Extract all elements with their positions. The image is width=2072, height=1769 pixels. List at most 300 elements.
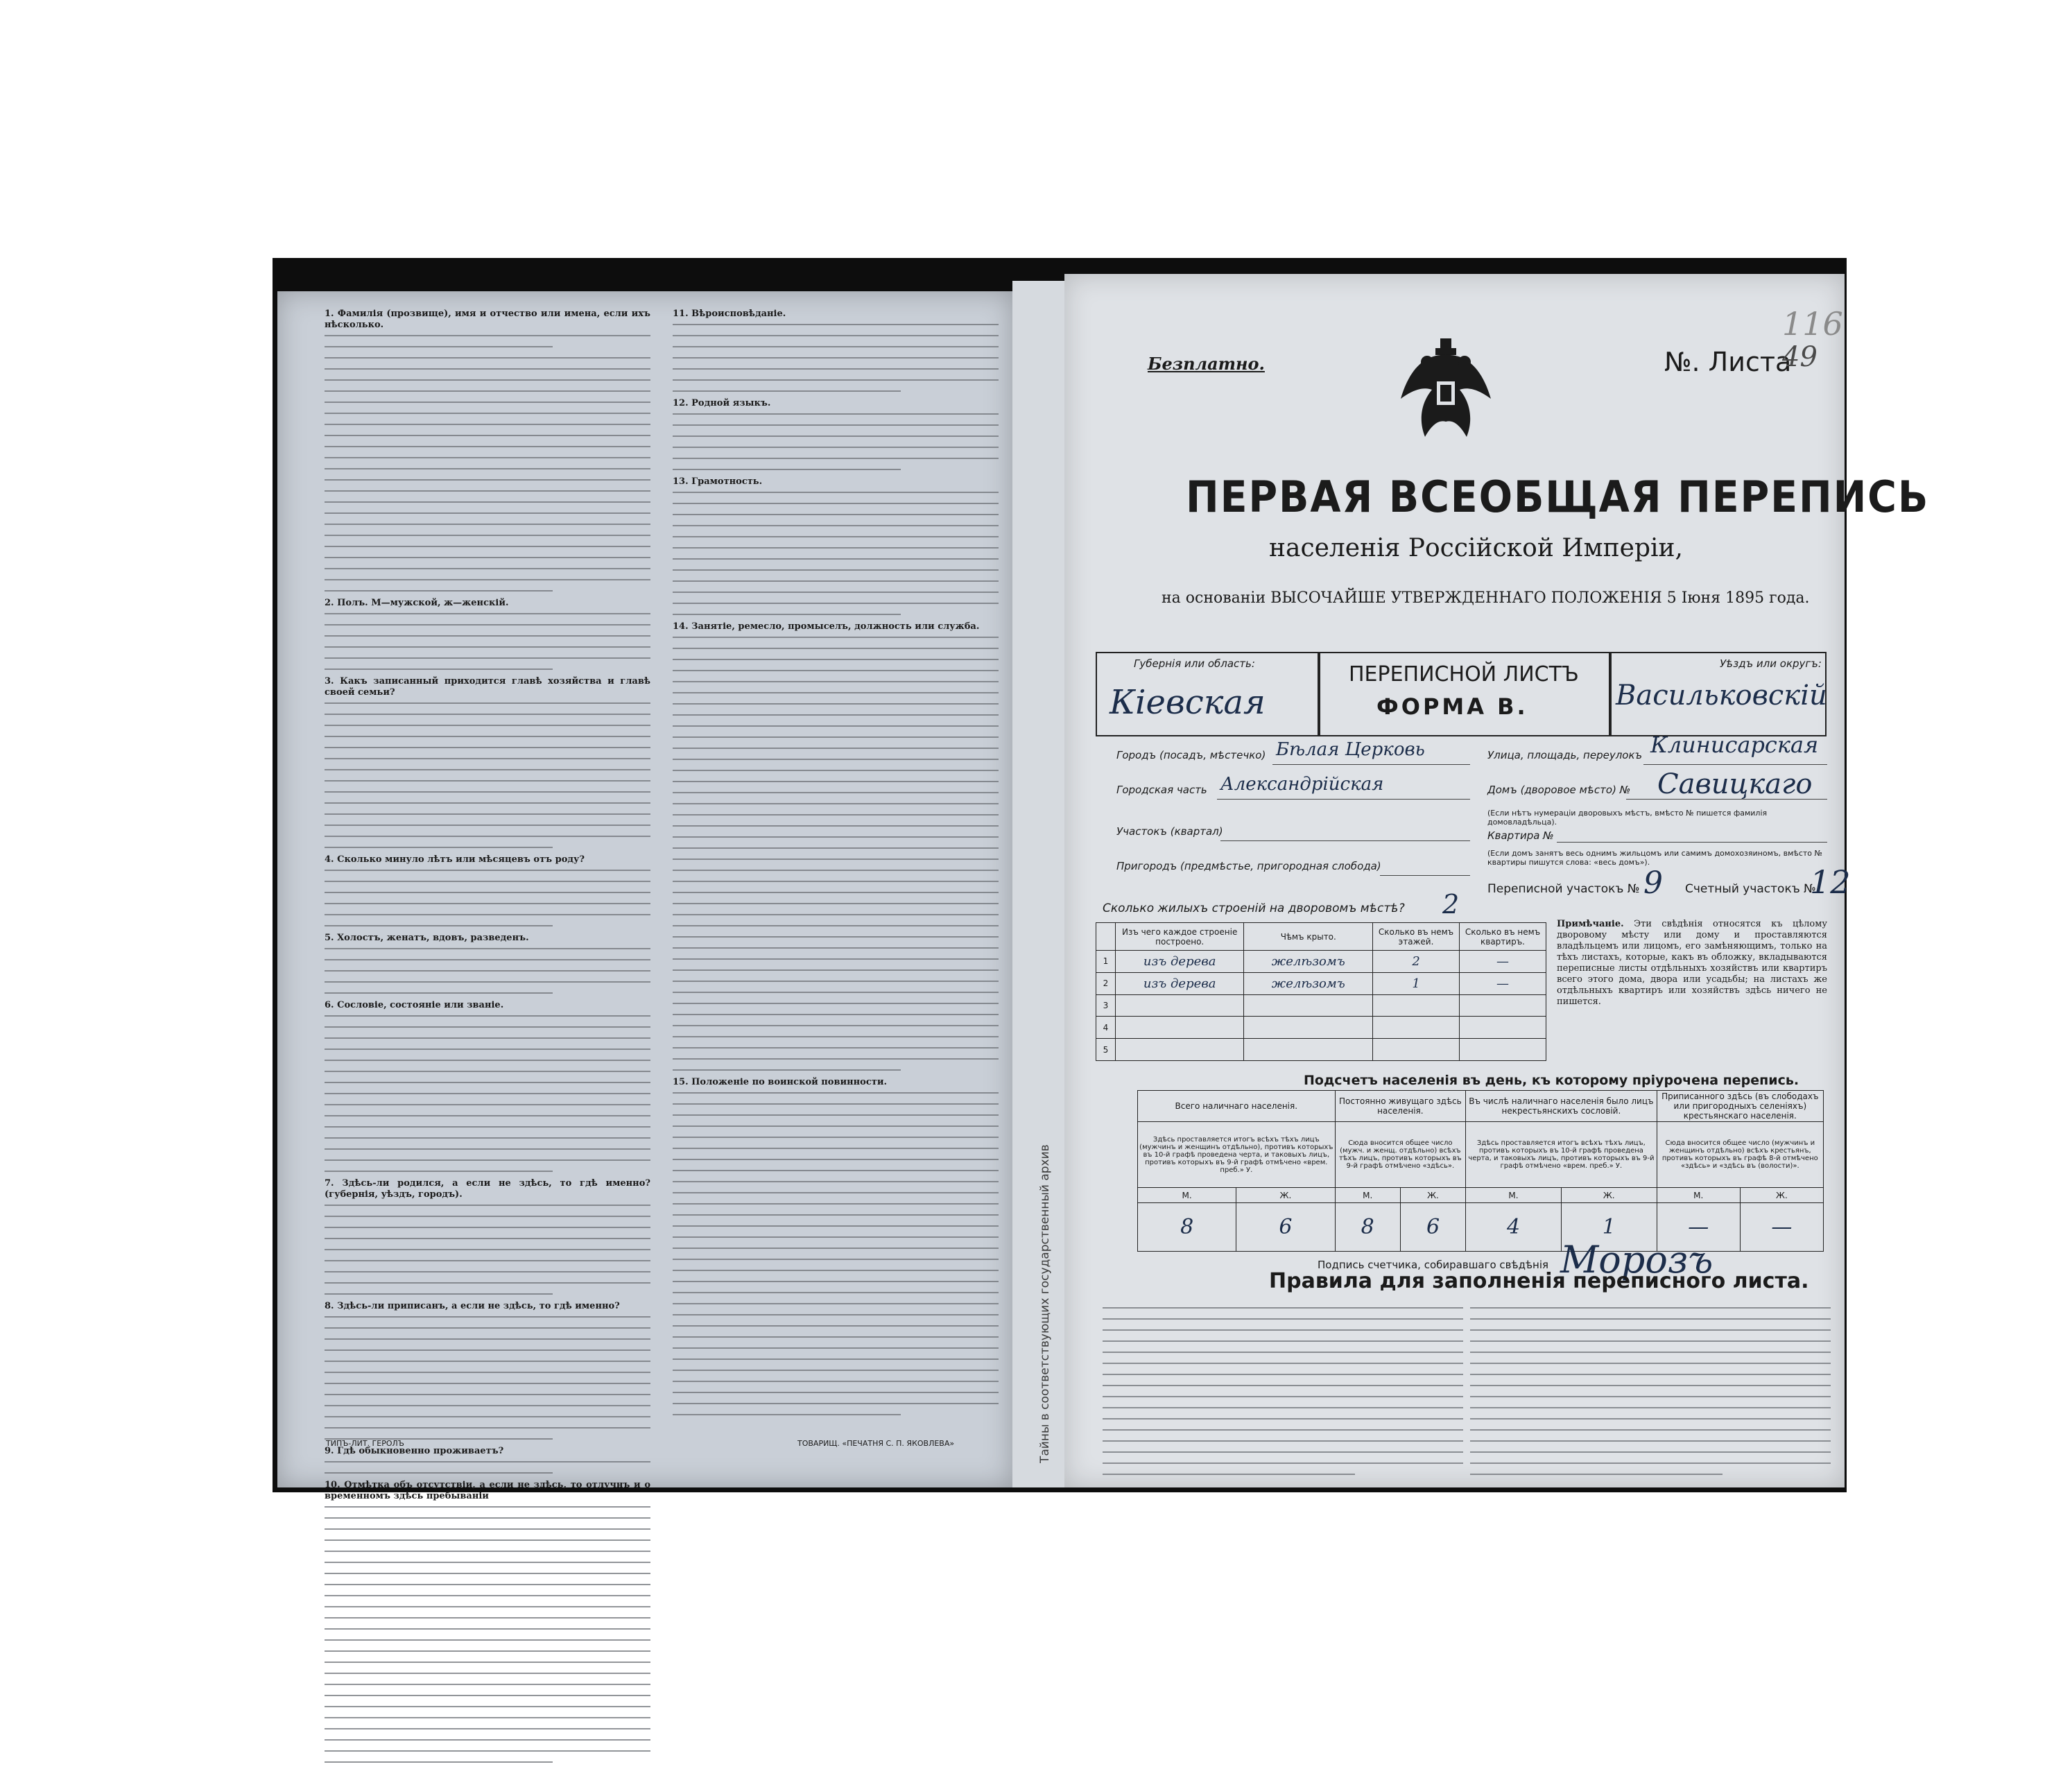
- instruction-text-line: [673, 435, 999, 443]
- buildings-cell-apts: [1460, 994, 1546, 1017]
- perepis-label: Переписной участокъ №: [1487, 882, 1640, 896]
- instruction-text-line: [673, 947, 999, 955]
- printer-footer-left: ТИПЪ-ЛИТ. ГЕРОЛЪ: [326, 1439, 404, 1448]
- buildings-cell-material: изъ дерева: [1115, 951, 1244, 973]
- buildings-cell-material: изъ дерева: [1115, 972, 1244, 994]
- instruction-text-line: [673, 1381, 999, 1388]
- instruction-text-line: [325, 1327, 650, 1335]
- instruction-text-line: [673, 1281, 999, 1288]
- instruction-text-line: [325, 714, 650, 721]
- buildings-cell-floors: [1373, 994, 1460, 1017]
- census-subtitle: населенія Россійской Имперіи,: [1269, 534, 1683, 562]
- instruction-text-line: [673, 803, 999, 811]
- instruction-text-line: [325, 1126, 650, 1134]
- buildings-cell-n: 3: [1096, 994, 1116, 1017]
- instruction-text-line: [673, 825, 999, 833]
- signature-value: Морозъ: [1560, 1238, 1713, 1282]
- instruction-text-line: [325, 1349, 650, 1357]
- population-mf-cell: Ж.: [1561, 1188, 1657, 1203]
- instruction-text-line: [673, 692, 999, 700]
- instruction-text-line: [673, 335, 999, 343]
- population-mf-cell: М.: [1466, 1188, 1562, 1203]
- rules-text-line: [1103, 1418, 1463, 1426]
- instruction-text-line: [673, 925, 999, 933]
- instruction-text-line: [325, 435, 650, 442]
- instruction-text-line: [673, 1069, 901, 1077]
- rules-text-line: [1470, 1385, 1831, 1392]
- instruction-heading-h7: 7. Здѣсь-ли родился, а если не здѣсь, то гдѣ именно? (губернія, уѣздъ, городъ).: [325, 1178, 650, 1200]
- instruction-text-line: [673, 603, 999, 610]
- instruction-text-line: [673, 681, 999, 689]
- pop-header-0: Всего наличнаго населенія.: [1138, 1091, 1336, 1122]
- instruction-text-line: [325, 1216, 650, 1223]
- buildings-cell-floors: 2: [1373, 951, 1460, 973]
- instruction-text-line: [325, 1606, 650, 1614]
- instruction-text-line: [325, 914, 650, 922]
- instruction-text-line: [673, 1192, 999, 1200]
- instruction-text-line: [325, 490, 650, 498]
- buildings-cell-roof: желѣзомъ: [1244, 972, 1373, 994]
- instruction-text-line: [673, 1047, 999, 1055]
- instruction-text-line: [325, 1394, 650, 1401]
- instruction-text-line: [673, 1036, 999, 1044]
- instruction-text-line: [325, 1227, 650, 1234]
- instruction-text-line: [673, 1236, 999, 1244]
- form-letter: ФОРМА В.: [1376, 693, 1528, 720]
- buildings-cell-n: 5: [1096, 1039, 1116, 1061]
- census-title: ПЕРВАЯ ВСЕОБЩАЯ ПЕРЕПИСЬ: [1186, 472, 1930, 522]
- instruction-text-line: [673, 1203, 999, 1211]
- population-value-cell: —: [1657, 1203, 1740, 1252]
- rules-text-line: [1103, 1440, 1463, 1448]
- instruction-text-line: [673, 1058, 999, 1066]
- pop-desc-0: Здѣсь проставляется итогъ всѣхъ тѣхъ лицъ (мужчинъ и женщинъ отдѣльно), противъ которыхъ въ 10-й графѣ проведена черта, и таковыхъ лицъ, противъ которыхъ въ 9-й графѣ отмѣчено «врем. преб.» У.: [1138, 1122, 1336, 1188]
- pop-desc-1: Сюда вносится общее число (мужч. и женщ. отдѣльно) всѣхъ тѣхъ лицъ, противъ которыхъ въ 9-й графѣ отмѣчено «здѣсь».: [1335, 1122, 1466, 1188]
- uchastok-label: Участокъ (квартал): [1116, 825, 1223, 838]
- rules-text-line: [1470, 1418, 1831, 1426]
- house-value: Савицкаго: [1657, 768, 1813, 800]
- instruction-text-line: [673, 637, 999, 644]
- uchastok-line: [1220, 840, 1470, 841]
- instruction-text-line: [325, 1293, 553, 1301]
- pop-header-2: Въ числѣ наличнаго населенія было лицъ некрестьянскихъ сословій.: [1466, 1091, 1657, 1122]
- pop-header-3: Приписанного здѣсь (въ слободахъ или пригородныхъ селеніяхъ) крестьянскаго населенія.: [1657, 1091, 1823, 1122]
- instructions-column-b: [673, 309, 999, 1418]
- instruction-text-line: [325, 758, 650, 766]
- buildings-cell-apts: [1460, 1017, 1546, 1039]
- instruction-text-line: [325, 1573, 650, 1580]
- instruction-heading-h8: 8. Здѣсь-ли приписанъ, а если не здѣсь, то гдѣ именно?: [325, 1301, 620, 1311]
- instruction-text-line: [325, 468, 650, 476]
- printer-footer-mid: ТОВАРИЩ. «ПЕЧАТНЯ С. П. ЯКОВЛЕВА»: [797, 1439, 955, 1448]
- instruction-text-line: [325, 1282, 650, 1290]
- house-label: Домъ (дворовое мѣсто) №: [1487, 784, 1631, 796]
- buildings-cell-n: 1: [1096, 951, 1116, 973]
- instruction-text-line: [673, 413, 999, 421]
- instruction-heading-h11: 11. Вѣроисповѣданіе.: [673, 309, 786, 319]
- buildings-cell-apts: —: [1460, 972, 1546, 994]
- buildings-label: Сколько жилыхъ строеній на дворовомъ мѣстѣ?: [1103, 901, 1405, 915]
- instruction-text-line: [673, 1358, 999, 1366]
- population-mf-cell: Ж.: [1236, 1188, 1335, 1203]
- instruction-text-line: [325, 457, 650, 465]
- buildings-cell-floors: 1: [1373, 972, 1460, 994]
- instruction-text-line: [325, 1539, 650, 1547]
- prigorod-label: Пригородъ (предмѣстье, пригородная слобода): [1116, 860, 1381, 872]
- population-value-cell: 8: [1138, 1203, 1236, 1252]
- instruction-text-line: [673, 936, 999, 944]
- instruction-text-line: [673, 1181, 999, 1189]
- rules-text-line: [1103, 1407, 1463, 1415]
- rules-text-line: [1103, 1374, 1463, 1381]
- instruction-text-line: [673, 390, 901, 398]
- instruction-text-line: [325, 335, 650, 343]
- instruction-text-line: [325, 1071, 650, 1078]
- instruction-text-line: [325, 1015, 650, 1023]
- instruction-text-line: [325, 769, 650, 777]
- instruction-text-line: [325, 402, 650, 409]
- instruction-text-line: [325, 1761, 553, 1769]
- buildings-cell-floors: [1373, 1017, 1460, 1039]
- rules-text-line: [1103, 1363, 1463, 1370]
- rules-text-line: [1103, 1385, 1463, 1392]
- buildings-row: [1096, 951, 1546, 973]
- instruction-text-line: [325, 802, 650, 810]
- instruction-text-line: [673, 424, 999, 432]
- schet-label: Счетный участокъ №: [1685, 882, 1816, 896]
- instruction-text-line: [673, 1292, 999, 1300]
- instruction-text-line: [325, 825, 650, 832]
- instruction-text-line: [325, 512, 650, 520]
- instruction-text-line: [325, 925, 553, 933]
- instruction-text-line: [673, 892, 999, 899]
- instruction-text-line: [673, 1092, 999, 1100]
- buildings-cell-material: [1115, 1039, 1244, 1061]
- buildings-cell-roof: [1244, 1017, 1373, 1039]
- instruction-text-line: [673, 324, 999, 331]
- instruction-text-line: [325, 813, 650, 821]
- instruction-text-line: [673, 592, 999, 599]
- rules-text-line: [1103, 1429, 1463, 1437]
- buildings-cell-material: [1115, 994, 1244, 1017]
- sheet-number-label: №. Листа: [1664, 347, 1792, 377]
- buildings-cell-roof: [1244, 1039, 1373, 1061]
- instruction-heading-h2: 2. Полъ. М—мужской, ж—женскій.: [325, 598, 509, 608]
- rules-text-line: [1103, 1340, 1463, 1348]
- instruction-heading-h4: 4. Сколько минуло лѣтъ или мѣсяцевъ отъ роду?: [325, 854, 585, 865]
- instruction-text-line: [673, 458, 999, 465]
- instruction-text-line: [673, 1125, 999, 1133]
- instruction-text-line: [673, 969, 999, 977]
- population-mf-cell: Ж.: [1400, 1188, 1465, 1203]
- buildings-note: [1557, 919, 1827, 1008]
- instruction-text-line: [325, 379, 650, 387]
- uezd-value: Васильковскiй: [1616, 680, 1827, 711]
- instruction-text-line: [325, 1584, 650, 1591]
- instruction-text-line: [673, 714, 999, 722]
- instruction-text-line: [673, 958, 999, 966]
- instruction-text-line: [325, 1205, 650, 1212]
- gorod-value: Бѣлая Церковь: [1276, 739, 1425, 760]
- instruction-text-line: [673, 725, 999, 733]
- instruction-heading-h13: 13. Грамотность.: [673, 476, 763, 487]
- rules-text-line: [1470, 1318, 1831, 1326]
- chast-line: [1217, 799, 1470, 800]
- instruction-heading-h1: 1. Фамилія (прозвище), имя и отчество или имена, если ихъ нѣсколько.: [325, 309, 650, 330]
- instruction-text-line: [673, 1392, 999, 1399]
- rules-column-left: [1103, 1304, 1463, 1481]
- instruction-text-line: [325, 1461, 650, 1469]
- signature-label: Подпись счетчика, собиравшаго свѣдѣнія: [1318, 1259, 1549, 1271]
- instruction-heading-h5: 5. Холостъ, женатъ, вдовъ, разведенъ.: [325, 933, 529, 943]
- buildings-value: 2: [1442, 889, 1460, 920]
- kvartira-label: Квартира №: [1487, 829, 1554, 842]
- instruction-text-line: [673, 1314, 999, 1322]
- instruction-text-line: [325, 546, 650, 553]
- instruction-text-line: [325, 668, 553, 676]
- instruction-text-line: [325, 557, 650, 564]
- instruction-text-line: [673, 1270, 999, 1277]
- street-value: Клинисарская: [1650, 732, 1819, 758]
- schet-value: 12: [1810, 863, 1851, 901]
- instruction-text-line: [673, 914, 999, 922]
- instruction-text-line: [325, 836, 650, 843]
- instruction-text-line: [325, 747, 650, 754]
- rules-text-line: [1103, 1307, 1463, 1315]
- instruction-text-line: [325, 368, 650, 376]
- instruction-text-line: [673, 1336, 999, 1344]
- instruction-text-line: [325, 346, 553, 354]
- instruction-text-line: [325, 1750, 650, 1758]
- instruction-text-line: [673, 770, 999, 777]
- population-table: [1137, 1090, 1824, 1252]
- instruction-text-line: [325, 613, 650, 621]
- instruction-text-line: [673, 1214, 999, 1222]
- pop-desc-2: Здѣсь проставляется итогъ всѣхъ тѣхъ лицъ, противъ которыхъ въ 10-й графѣ проведена черта, и таковыхъ лицъ, противъ которыхъ въ 9-й графѣ отмѣчено «врем. преб.» У.: [1466, 1122, 1657, 1188]
- buildings-cell-roof: [1244, 994, 1373, 1017]
- instruction-text-line: [325, 892, 650, 899]
- instruction-text-line: [325, 948, 650, 956]
- instruction-text-line: [673, 703, 999, 711]
- instruction-text-line: [325, 1104, 650, 1112]
- instruction-text-line: [673, 1170, 999, 1177]
- rules-text-line: [1470, 1407, 1831, 1415]
- instruction-text-line: [325, 1595, 650, 1603]
- gorod-line: [1272, 764, 1470, 765]
- instruction-text-line: [673, 525, 999, 533]
- instruction-text-line: [325, 1115, 650, 1123]
- instruction-heading-h12: 12. Родной языкъ.: [673, 398, 771, 408]
- instruction-text-line: [325, 501, 650, 509]
- instruction-text-line: [673, 736, 999, 744]
- rules-text-line: [1103, 1352, 1463, 1359]
- instruction-text-line: [673, 547, 999, 555]
- gutter-stamp-text: Тайны в соответствующих государственный архив: [1038, 1144, 1052, 1463]
- instruction-text-line: [325, 1159, 650, 1167]
- instruction-heading-h6: 6. Сословіе, состояніе или званіе.: [325, 1000, 504, 1010]
- rules-text-line: [1470, 1374, 1831, 1381]
- instruction-text-line: [325, 1026, 650, 1034]
- chast-label: Городская часть: [1116, 784, 1207, 796]
- rules-text-line: [1470, 1462, 1831, 1470]
- instruction-text-line: [325, 1037, 650, 1045]
- instruction-heading-h10: 10. Отмѣтка объ отсутствіи, а если не здѣсь, то отлучнъ и о временномъ здѣсь пребываніи: [325, 1480, 650, 1501]
- pop-header-1: Постоянно живущаго здѣсь населенія.: [1335, 1091, 1466, 1122]
- buildings-cell-apts: —: [1460, 951, 1546, 973]
- instruction-text-line: [325, 657, 650, 665]
- instruction-text-line: [325, 1316, 650, 1324]
- instruction-heading-h14: 14. Занятіе, ремесло, промыселъ, должность или служба.: [673, 621, 980, 632]
- instruction-text-line: [673, 1025, 999, 1033]
- bt-header-floors: Сколько въ немъ этажей.: [1373, 923, 1460, 951]
- instruction-text-line: [673, 1148, 999, 1155]
- instruction-text-line: [325, 1628, 650, 1636]
- buildings-cell-floors: [1373, 1039, 1460, 1061]
- instruction-text-line: [673, 981, 999, 988]
- instruction-text-line: [325, 1472, 553, 1480]
- instruction-text-line: [325, 736, 650, 743]
- instruction-text-line: [673, 357, 999, 365]
- instruction-text-line: [325, 524, 650, 531]
- instruction-text-line: [325, 1271, 650, 1279]
- house-note: (Если нѣтъ нумераціи дворовыхъ мѣстъ, вмѣсто № пишется фамилія домовладѣльца).: [1487, 809, 1768, 827]
- instruction-text-line: [325, 624, 650, 632]
- instruction-text-line: [673, 346, 999, 354]
- rules-title: Правила для заполненія переписного листа.: [1269, 1269, 1809, 1293]
- population-mf-cell: М.: [1138, 1188, 1236, 1203]
- instruction-text-line: [673, 1370, 999, 1377]
- instruction-text-line: [673, 536, 999, 544]
- instruction-text-line: [673, 792, 999, 800]
- instruction-text-line: [325, 1238, 650, 1245]
- instruction-text-line: [325, 1706, 650, 1714]
- instruction-text-line: [673, 558, 999, 566]
- instruction-text-line: [673, 1103, 999, 1111]
- instruction-text-line: [325, 1049, 650, 1056]
- instruction-heading-h3: 3. Какъ записанный приходится главѣ хозяйства и главѣ своей семьи?: [325, 676, 650, 698]
- bt-header-material: Изъ чего каждое строеніе построено.: [1115, 923, 1244, 951]
- instruction-text-line: [673, 670, 999, 678]
- instruction-text-line: [673, 759, 999, 766]
- instruction-text-line: [325, 970, 650, 978]
- instruction-text-line: [325, 1695, 650, 1702]
- buildings-cell-roof: желѣзомъ: [1244, 951, 1373, 973]
- buildings-row: [1096, 972, 1546, 994]
- instruction-text-line: [673, 469, 901, 476]
- kvartira-note: (Если домъ занятъ весь однимъ жильцомъ или самимъ домохозяиномъ, вмѣсто № квартиры пишутся слова: «весь домъ»).: [1487, 849, 1822, 867]
- instruction-text-line: [673, 1325, 999, 1333]
- census-basis: на основаніи ВЫСОЧАЙШЕ УТВЕРЖДЕННАГО ПОЛОЖЕНІЯ 5 Іюня 1895 года.: [1162, 589, 1810, 607]
- instruction-text-line: [673, 514, 999, 521]
- instruction-text-line: [673, 847, 999, 855]
- instruction-text-line: [325, 702, 650, 710]
- instruction-text-line: [325, 390, 650, 398]
- free-label: Безплатно.: [1148, 354, 1265, 374]
- note-text: Эти свѣдѣнія относятся къ цѣлому дворовому мѣсту или дому и проставляются владѣльцемъ или лицомъ, его замѣняющимъ, только на тѣхъ листахъ, которые, какъ въ обложку, вкладываются переписные листы отдѣльныхъ хозяйствъ или квартиръ всего этого дома, двора или усадьбы; на листахъ же отдѣльныхъ квартиръ или хозяйствъ здѣсь ничего не пишется.: [1557, 919, 1827, 1007]
- instruction-text-line: [673, 1403, 999, 1410]
- instruction-text-line: [325, 1639, 650, 1647]
- guberniya-label: Губернія или область:: [1134, 657, 1255, 670]
- instruction-text-line: [673, 503, 999, 510]
- instruction-text-line: [673, 1303, 999, 1311]
- instruction-text-line: [325, 1717, 650, 1725]
- uezd-label: Уѣздъ или округъ:: [1720, 657, 1822, 670]
- population-mf-cell: М.: [1657, 1188, 1740, 1203]
- population-value-cell: 4: [1466, 1203, 1562, 1252]
- instruction-text-line: [673, 659, 999, 666]
- instruction-text-line: [325, 1673, 650, 1680]
- instruction-text-line: [325, 791, 650, 799]
- rules-text-line: [1103, 1329, 1463, 1337]
- buildings-row: [1096, 1039, 1546, 1061]
- rules-text-line: [1103, 1318, 1463, 1326]
- instruction-text-line: [325, 959, 650, 967]
- street-label: Улица, площадь, переулокъ: [1487, 749, 1643, 761]
- perepis-value: 9: [1643, 865, 1663, 901]
- instruction-text-line: [673, 379, 999, 387]
- instruction-text-line: [673, 569, 999, 577]
- instruction-text-line: [673, 1114, 999, 1122]
- instruction-text-line: [673, 903, 999, 911]
- instruction-text-line: [325, 981, 650, 989]
- buildings-cell-n: 4: [1096, 1017, 1116, 1039]
- instruction-text-line: [673, 1248, 999, 1255]
- instruction-text-line: [325, 1137, 650, 1145]
- instruction-text-line: [325, 1405, 650, 1413]
- instruction-text-line: [673, 748, 999, 755]
- rules-text-line: [1103, 1474, 1355, 1481]
- instruction-text-line: [325, 870, 650, 877]
- rules-text-line: [1470, 1329, 1831, 1337]
- instruction-text-line: [325, 725, 650, 732]
- note-title: Примѣчаніе.: [1557, 919, 1624, 929]
- street-line: [1643, 764, 1827, 765]
- instruction-text-line: [673, 1225, 999, 1233]
- instruction-text-line: [325, 535, 650, 542]
- instruction-text-line: [325, 579, 650, 587]
- buildings-row: [1096, 1017, 1546, 1039]
- instruction-text-line: [325, 357, 650, 365]
- pencil-archive-number: 116: [1782, 305, 1843, 343]
- instruction-text-line: [325, 1260, 650, 1268]
- instruction-text-line: [325, 424, 650, 431]
- instruction-text-line: [325, 847, 553, 854]
- buildings-cell-apts: [1460, 1039, 1546, 1061]
- instruction-text-line: [325, 1684, 650, 1691]
- instruction-text-line: [325, 568, 650, 576]
- rules-text-line: [1470, 1352, 1831, 1359]
- pop-desc-3: Сюда вносится общее число (мужчинъ и женщинъ отдѣльно) всѣхъ крестьянъ, противъ которыхъ въ графѣ 8-й отмѣчено «здѣсь» и «здѣсь въ (волости)».: [1657, 1122, 1823, 1188]
- sheet-type-title: ПЕРЕПИСНОЙ ЛИСТЪ: [1349, 662, 1579, 687]
- instruction-text-line: [325, 1093, 650, 1101]
- instruction-text-line: [325, 1082, 650, 1089]
- instruction-text-line: [325, 1372, 650, 1379]
- rules-text-line: [1470, 1363, 1831, 1370]
- rules-text-line: [1470, 1440, 1831, 1448]
- instruction-text-line: [325, 1060, 650, 1067]
- instruction-text-line: [673, 781, 999, 788]
- instruction-text-line: [325, 1662, 650, 1669]
- instruction-text-line: [673, 1003, 999, 1010]
- sheet-number-value: 49: [1782, 341, 1818, 373]
- rules-text-line: [1470, 1429, 1831, 1437]
- instruction-text-line: [673, 858, 999, 866]
- instruction-text-line: [673, 1259, 999, 1266]
- instruction-text-line: [673, 836, 999, 844]
- population-value-cell: 8: [1335, 1203, 1400, 1252]
- instruction-text-line: [325, 413, 650, 420]
- instruction-text-line: [673, 368, 999, 376]
